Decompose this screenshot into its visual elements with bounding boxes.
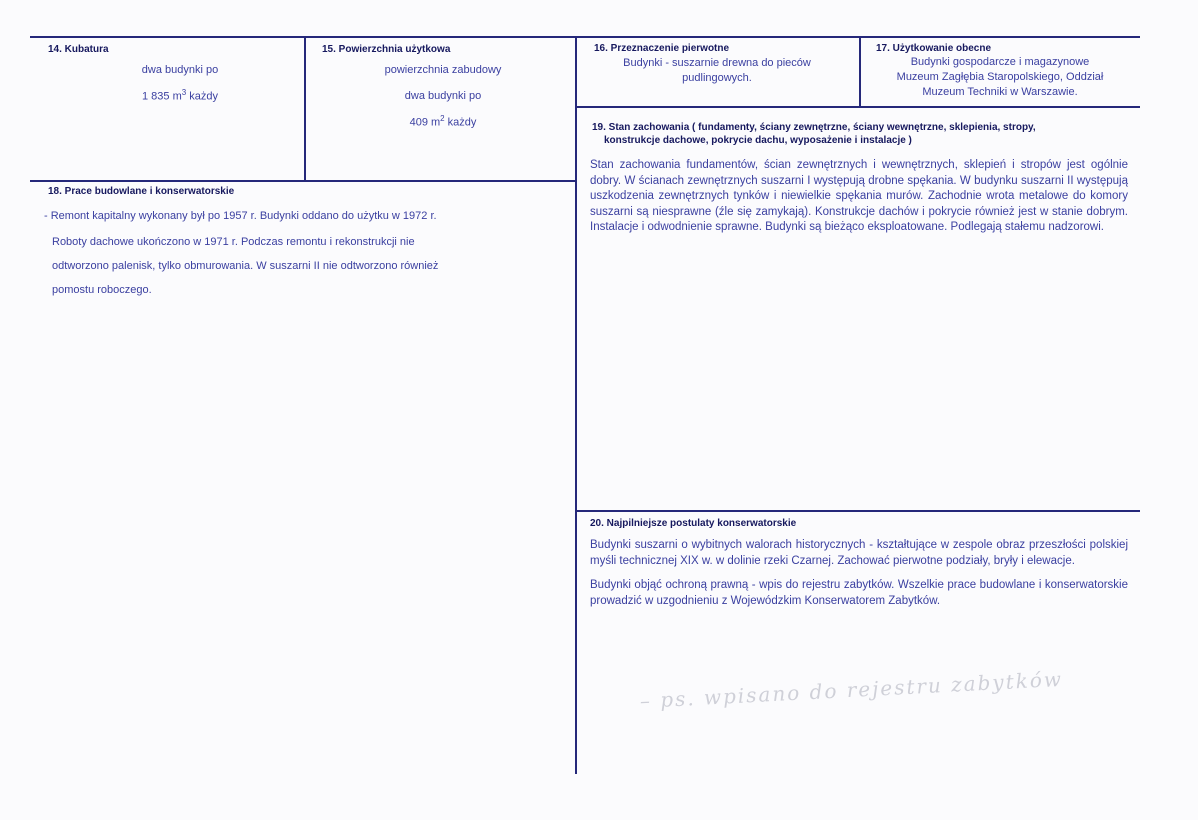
section-15-area <box>318 114 568 129</box>
section-15-heading: 15. Powierzchnia użytkowa <box>322 44 451 55</box>
rule-right-mid <box>576 510 1140 512</box>
volume-unit-exp: 3 <box>181 88 187 97</box>
area-value: 409 m <box>409 116 441 129</box>
section-18-line1: - Remont kapitalny wykonany był po 1957 r. Budynki oddano do użytku w 1972 r. <box>44 210 437 222</box>
section-19-body <box>590 158 1128 236</box>
divider-main <box>575 36 577 774</box>
section-20-heading: 20. Najpilniejsze postulaty konserwatorskie <box>590 518 797 529</box>
section-15-line1: powierzchnia zabudowy <box>384 64 502 76</box>
section-14-heading: 14. Kubatura <box>48 44 109 55</box>
handwritten-note: – ps. wpisano do rejestru zabytków <box>639 666 1064 713</box>
rule-left-section <box>30 180 576 182</box>
section-17-line3: Muzeum Techniki w Warszawie. <box>922 86 1078 98</box>
section-20-paragraph1: Budynki suszarni o wybitnych walorach historycznych - kształtujące w zespole obraz przeszłości polskiej myśli technicznej XIX w. w dolinie rzeki Czarnej. Zachować pierwotne podziały, bryły i elewacje. <box>590 539 1128 567</box>
section-19-heading-line1: 19. Stan zachowania ( fundamenty, ściany zewnętrzne, ściany wewnętrzne, sklepienia, stropy, <box>592 122 1036 133</box>
section-18-line3: odtworzono palenisk, tylko obmurowania. W suszarni II nie odtworzono również <box>52 260 439 272</box>
section-18-heading: 18. Prace budowlane i konserwatorskie <box>48 186 235 197</box>
section-16-heading: 16. Przeznaczenie pierwotne <box>594 43 730 54</box>
section-17-line1: Budynki gospodarcze i magazynowe <box>910 56 1090 68</box>
top-rule <box>30 36 1140 38</box>
section-16-text: Budynki - suszarnie drewna do pieców pudlingowych. <box>623 57 811 84</box>
volume-value: 1 835 m <box>142 90 182 103</box>
section-20-paragraph2: Budynki objąć ochroną prawną - wpis do rejestru zabytków. Wszelkie prace budowlane i konserwatorskie prowadzić w uzgodnieniu z Wojewódzkim Konserwatorem Zabytków. <box>590 579 1128 607</box>
rule-right-top <box>576 106 1140 108</box>
section-18-line4: pomostu roboczego. <box>52 284 152 296</box>
volume-per: każdy <box>186 90 218 103</box>
section-18-line2: Roboty dachowe ukończono w 1971 r. Podczas remontu i rekonstrukcji nie <box>52 236 415 248</box>
divider-14-15 <box>304 36 306 180</box>
area-per: każdy <box>444 116 477 129</box>
section-17-heading: 17. Użytkowanie obecne <box>876 43 992 54</box>
section-17-line2: Muzeum Zagłębia Staropolskiego, Oddział <box>896 71 1104 83</box>
section-14-volume <box>60 88 300 103</box>
section-19-heading-line2: konstrukcje dachowe, pokrycie dachu, wyposażenie i instalacje ) <box>604 135 912 146</box>
area-unit-exp: 2 <box>440 114 445 123</box>
section-15-line2: dwa budynki po <box>404 90 482 102</box>
section-14-line1: dwa budynki po <box>141 64 219 76</box>
section-19-text: Stan zachowania fundamentów, ścian zewnętrznych i wewnętrznych, sklepień i stropów jest ogólnie dobry. W ścianach zewnętrznych suszarni I występują drobne spękania. W budynku suszarni II występują uszkodzenia zewnętrznych tynków i niewielkie spękania murów. Zachodnie wrota metalowe do komory suszarni są niesprawne (źle się zamykają). Konstrukcje dachów i pokrycie również jest w stanie dobrym. Instalacje i odwodnienie sprawne. Budynki są bieżąco eksploatowane. Podlegają stałemu nadzorowi. <box>590 159 1128 233</box>
divider-16-17 <box>859 36 861 106</box>
section-20-body <box>590 538 1128 609</box>
